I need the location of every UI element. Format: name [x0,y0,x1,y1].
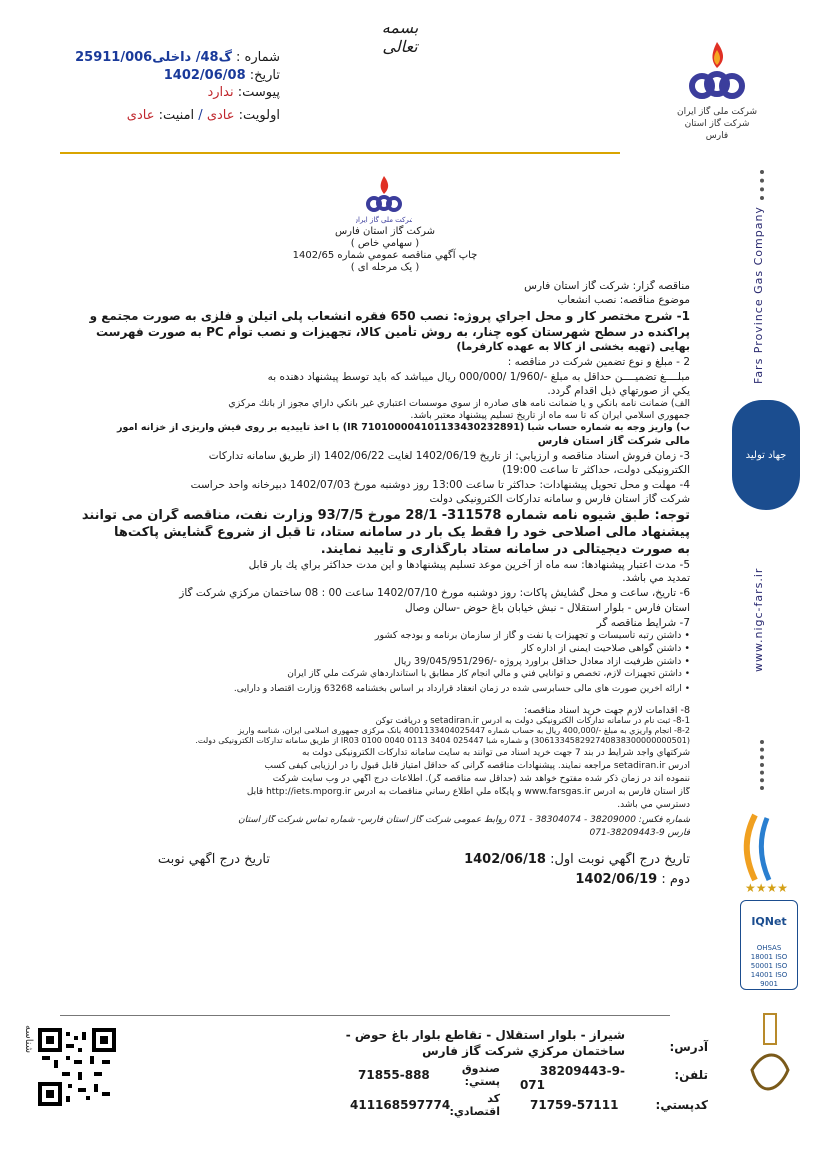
condition-item: • ارائه آخرین صورت های مالی حسابرسی شده در زمان انعقاد قرارداد بر اساس بخشنامه 63268 وزارت اقتصاد و دارایی. [233,684,690,694]
publish-first: تاريخ درج آگهي نوبت اول: 1402/06/18 [464,852,690,867]
company-logo [672,40,762,140]
section8-line: ننموده اند در زمان ذکر شده مفتوح خواهد شد (حداقل سه مناقصه گر). اطلاعات درج آگهي در وب سايت شركت [272,774,690,784]
body-line: مناقصه گزار: شركت گاز استان فارس [524,280,690,292]
flame-logo-icon [672,40,762,102]
footer-postal-label: کدپستي: [655,1098,708,1112]
center-logo-text: شرکت ملی گاز ایران [356,216,412,224]
section8-line: (306133458292740838300000000501) و شماره شبا IR03 0100 0040 0113 3404 025447 از طریق سامانه تدارکات الکترونیکی دولت. [195,736,690,745]
iqnet-label: IQNet [751,915,787,928]
section8-line: آدرس setadiran.ir مراجعه نمایند. پیشنهادات مناقصه گرانی که حداقل امتیاز قابل قبول را در ارزیابی کیفی کسب [264,761,690,771]
certification-badge [740,900,798,990]
jahad-badge: جهاد تولید [732,400,800,510]
section8-line: شركتهاي واجد شرایط در بند 7 جهت خرید اسناد می توانند به سایت سامانه تدارکات الکترونیکی دولت به [302,748,690,758]
section8-line: 8-1- ثبت نام در سامانه تدارکات الکترونیکی دولت به آدرس setadiran.ir و دریافت توکن [375,716,690,726]
condition-item: • داشتن رتبه تأسیسات و تجهیزات یا نفت و گاز از سازمان برنامه و بودجه کشور [374,630,690,641]
body-line: 5- مدت اعتبار پيشنهادها: سه ماه از آخرين موعد تسليم پيشنهادها و اين مدت حداكثر براي يك بار قابل [248,559,690,571]
body-line: موضوع مناقصه: نصب انشعاب [557,294,690,306]
section8-line: 8-2- انجام واريزي به مبلغ -/400,000 ریال به حساب شماره 4001133404025447 بانک مرکزی جمهوری اسلامی ایران، شناسه واریز [237,726,690,735]
letter-date: تاریخ: 1402/06/08 [163,68,280,83]
condition-item: • داشتن تجهيزات لازم، تخصص و توانايي فني و مالي انجام كار مطابق با استانداردهاي شركت ملي گاز ايران [287,669,690,679]
section8-line: دسترسي مي باشد. [617,800,690,810]
body-line: 1- شرح مختصر كار و محل اجراي پروژه: نصب 650 فقره انشعاب پلی اتیلن و فلزی به صورت مجتمع و [89,309,690,323]
body-line: استان فارس - بلوار استقلال - نبش خيابان باغ حوض -سالن وصال [404,602,690,614]
side-dots-mid [760,740,768,790]
heritage-logo-icon [744,1010,796,1120]
center-line-3: چاپ آگهي مناقصه عمومي شماره 1402/65 [292,250,478,261]
body-line: شركت گاز استان فارس و سامانه تدارکات الکترونیکی دولت [429,493,690,505]
side-website: www.nigc-fars.ir [752,567,765,673]
footer-postal-value: 71759-57111 [530,1098,619,1112]
footer-address-label: آدرس: [669,1040,708,1054]
body-line: مالی شرکت گاز استان فارس [537,435,690,447]
body-line: مبلــــغ تضمیــــن حداقل به مبلغ -/1/960 /000/000 ریال میباشد كه بايد توسط پيشنهاد دهنده به [267,371,690,383]
footer-econ-value: 411168597774 [350,1098,451,1112]
letter-number: شماره : گ48/ داخلی25911/006 [75,50,280,65]
side-dots-top [760,170,768,200]
publish-second-label: تاريخ درج آگهي نوبت [157,852,270,867]
center-line-4: ( یک مرحله ای ) [350,262,420,273]
body-line: بهایی (تهیه بخشی از کالا به عهده کارفرما) [456,340,690,353]
footer-divider [60,1015,670,1016]
center-line-2: ( سهامي خاص ) [350,238,420,249]
body-line: 6- تاريخ، ساعت و محل گشايش پاكات: روز دوشنبه مورخ 1402/07/10 ساعت 00 : 08 ساختمان مرکزي شركت گاز [179,587,690,599]
footer-phone-value: -38209443-9 [539,1064,625,1078]
letter-attachment: پیوست: ندارد [207,85,280,100]
footer-address-line-1: شیراز - بلوار استقلال - تقاطع بلوار باغ حوض - [345,1028,625,1042]
body-line: 4- مهلت و محل تحويل پيشنهادات: حداكثر تا ساعت 13:00 روز دوشنبه مورخ 1402/07/03 دبيرخانه واحد حراست [190,479,690,491]
body-line: ب) واريز وجه به شماره حساب شبا (IR 710100004101133430232891) با اخذ تأییدیه بر روی فیش واریزی از خزانه امور [117,422,690,433]
side-company-name: Fars Province Gas Company [752,206,765,384]
section8-line: فارس 9-38209443-071 [589,828,690,838]
section8-line: شماره فكس: 38209000 - 38304074 - 071 روابط عمومی شرکت گاز استان فارس- شماره تماس شرکت گاز استان [238,815,690,825]
announcement-title-block [240,226,530,274]
footer-address-line-2: ساختمان مرکزي شرکت گاز فارس [422,1044,625,1058]
body-line: الکترونیکی دولت، حداکثر تا ساعت 19:00) [502,464,690,476]
logo-line-2: شرکت گاز استان فارس [684,119,750,141]
qr-label: شناسه [23,1025,34,1054]
body-line: جمهوري اسلامي ايران كه تا سه ماه از تاريخ تسليم پيشنهاد معتبر باشد. [410,410,690,421]
condition-item: • داشتن ظرفیت آزاد معادل حداقل برآورد پروژه -/39/045/951/296 ريال [393,656,690,667]
letter-priority: اولویت: عادی / امنیت: عادی [126,108,280,123]
footer-phone-code: 071 [519,1078,545,1092]
footer-pobox-value: 71855-888 [358,1068,430,1082]
body-line: پیشنهاد مالی اصلاحی خود را فقط یک بار در سامانه ستاد، تا قبل از شروع گشایش پاکت‌ها [114,525,690,540]
center-line-1: شركت گاز استان فارس [334,226,436,237]
condition-item: • داشتن گواهی صلاحیت ایمنی از اداره کار [521,643,690,654]
iso-list: OHSAS 18001 ISO 50001 ISO 14001 ISO 9001 [750,944,788,988]
publish-second: دوم : 1402/06/19 [575,872,690,887]
footer-pobox-label: صندوق پستي: [461,1062,500,1088]
body-line: يكي از صورتهاي ذيل اقدام گردد. [547,385,690,397]
body-line: 3- زمان فروش اسناد مناقصه و ارزيابي: از تاریخ 1402/06/19 لغايت 1402/06/22 (از طریق سامانه تدارکات [208,450,690,462]
body-line: 2 - مبلغ و نوع تضمين شركت در مناقصه : [507,356,690,368]
qr-code-icon [38,1028,116,1106]
award-badge-icon [735,810,797,895]
svg-text:★★★★: ★★★★ [745,881,789,895]
body-line: پراكنده در سطح شهرستان كوه چنار، به روش تأمین کالا، تجهیزات و نصب توأم PC به صورت فهرست [95,325,690,339]
header-divider [60,152,620,154]
logo-line-1: شرکت ملی گاز ایران [677,107,757,117]
footer-econ-label: کد اقتصادي: [449,1092,500,1118]
section8-line: گاز استان فارس به آدرس www.farsgas.ir و پایگاه ملي اطلاع رساني مناقصات به آدرس http://iets.mporg.ir قابل [246,787,690,797]
section8-line: 8- اقدامات لازم جهت خريد اسناد مناقصه: [523,705,690,716]
body-line: 7- شرایط مناقصه گر [596,617,690,629]
body-line: توجه: طبق شیوه نامه شماره 311578- 28/1 مورخ 93/7/5 وزارت نفت، مناقصه گران می توانند [81,508,690,523]
center-logo-icon [356,174,412,228]
body-line: به صورت دیجیتالی در سامانه ستاد بارگذاری و تأیید نمایند. [320,542,690,557]
body-line: تمديد مي باشد. [622,572,690,584]
body-line: الف) ضمانت نامه بانكي و يا ضمانت نامه های صادره از سوي موسسات اعتباري غير بانكي داراي مجوز از بانك مركزي [228,398,690,409]
footer-phone-label: تلفن: [674,1068,708,1082]
bismillah-header: بسمه تعالی [381,18,419,56]
